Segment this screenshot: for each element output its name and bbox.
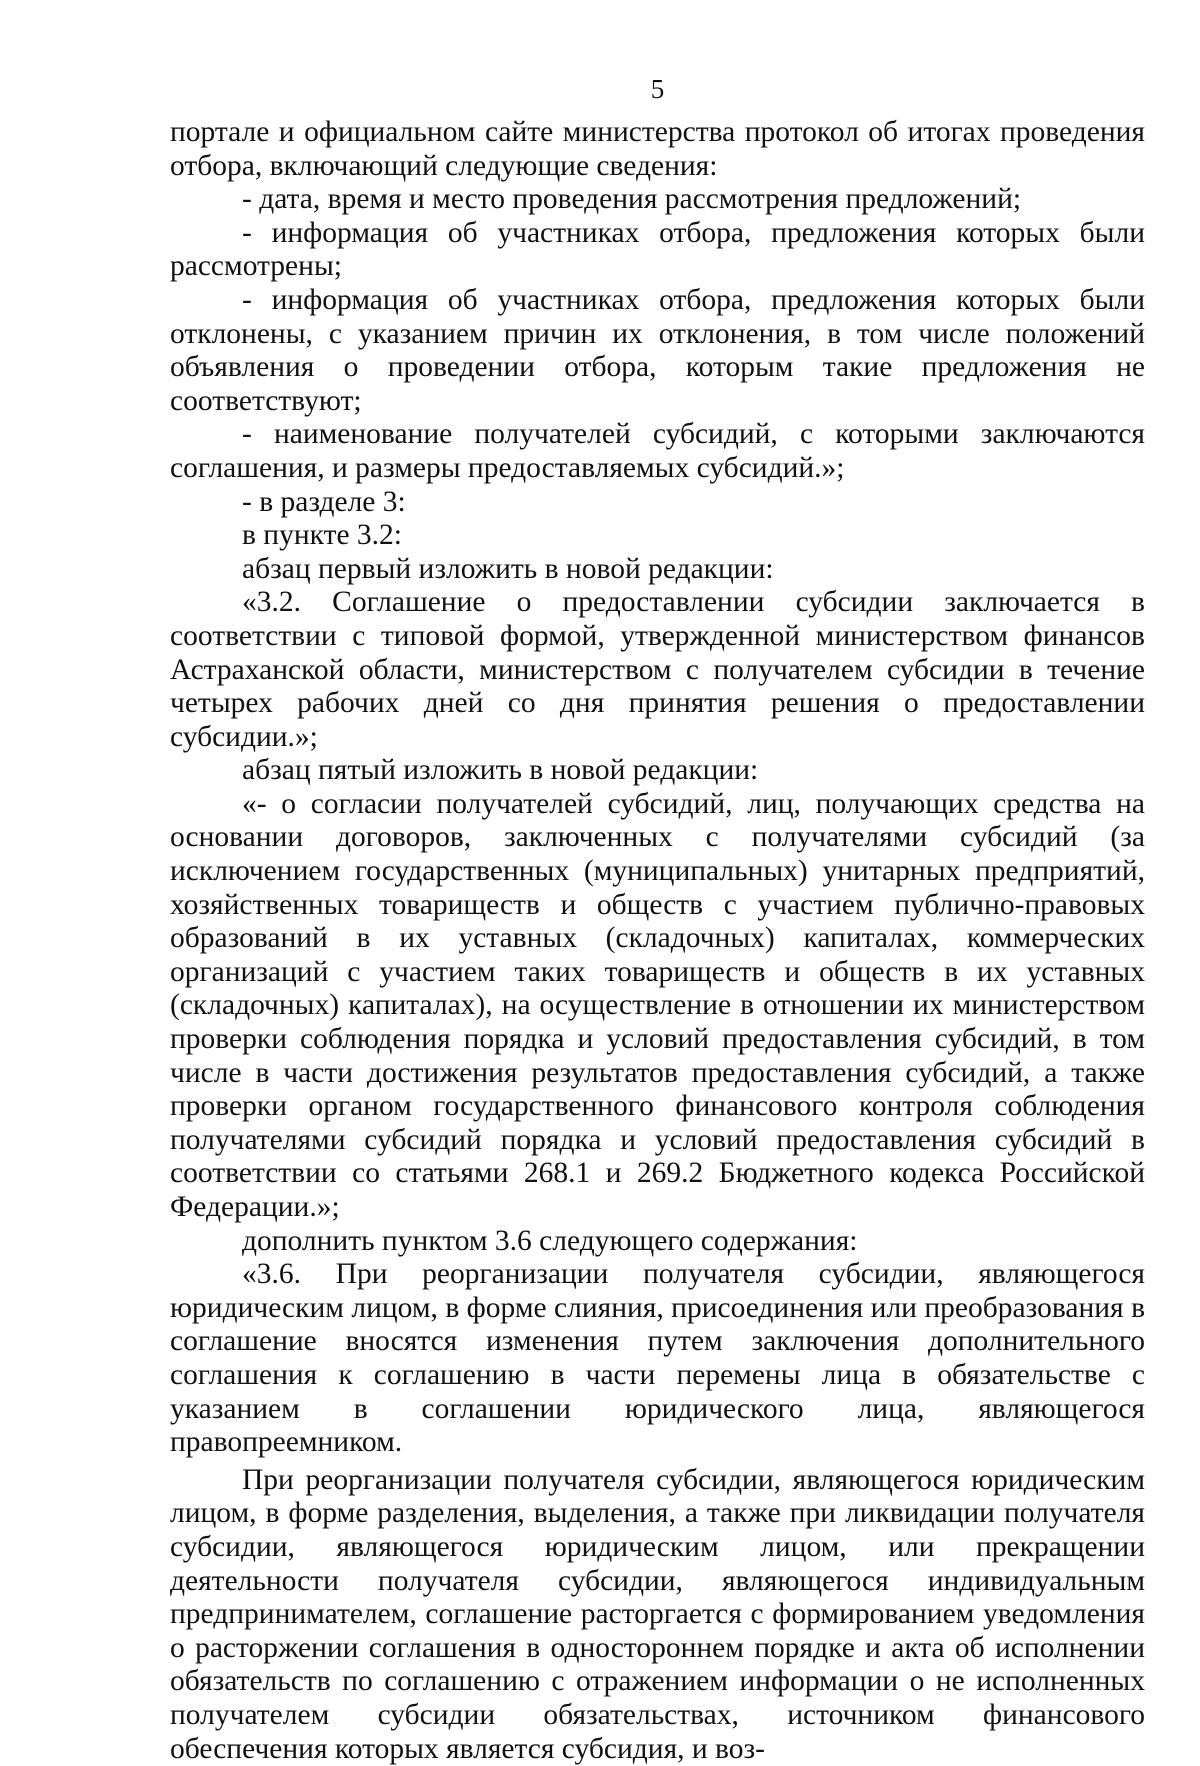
document-body xyxy=(170,116,1145,1766)
paragraph: - информация об участниках отбора, предложения которых были рассмотрены; xyxy=(170,216,1145,283)
paragraph: «3.2. Соглашение о предоставлении субсидии заключается в соответствии с типовой формой, утвержденной министерством финансов Астраханской области, министерством с получателем субсидии в течение четырех рабочих дней со дня принятия решения о предоставлении субсидии.»; xyxy=(170,586,1145,753)
paragraph: - наименование получателей субсидий, с которыми заключаются соглашения, и размеры предоставляемых субсидий.»; xyxy=(170,418,1145,484)
paragraph: «3.6. При реорганизации получателя субсидии, являющегося юридическим лицом, в форме слияния, присоединения или преобразования в соглашение вносятся изменения путем заключения дополнительного соглашения к соглашению в части перемены лица в обязательстве с указанием в соглашении юридического лица, являющегося правопреемником. xyxy=(170,1258,1145,1459)
paragraph: портале и официальном сайте министерства протокол об итогах проведения отбора, включающий следующие сведения: xyxy=(170,116,1145,182)
paragraph: дополнить пунктом 3.6 следующего содержания: xyxy=(242,1224,858,1257)
paragraph: - в разделе 3: xyxy=(242,485,406,518)
page-number: 5 xyxy=(650,74,665,104)
paragraph: абзац пятый изложить в новой редакции: xyxy=(242,754,759,787)
paragraph: - информация об участниках отбора, предложения которых были отклонены, с указанием причин их отклонения, в том числе положений объявления о проведении отбора, которым такие предложения не соответствуют; xyxy=(170,283,1145,417)
paragraph: При реорганизации получателя субсидии, являющегося юридическим лицом, в форме разделения, выделения, а также при ликвидации получателя субсидии, являющегося юридическим лицом, или прекращении деятельности получателя субсидии, являющегося индивидуальным предпринимателем, соглашение расторгается с формированием уведомления о расторжении соглашения в одностороннем порядке и акта об исполнении обязательств по соглашению с отражением информации о не исполненных получателем субсидии обязательствах, источником финансового обеспечения которых является субсидия, и воз- xyxy=(170,1463,1145,1765)
paragraph: «- о согласии получателей субсидий, лиц, получающих средства на основании договоров, заключенных с получателями субсидий (за исключением государственных (муниципальных) унитарных предприятий, хозяйственных товариществ и обществ с участием публично-правовых образований в их уставных (складочных) капиталах, коммерческих организаций с участием таких товариществ и обществ в их уставных (складочных) капиталах), на осуществление в отношении их министерством проверки соблюдения порядка и условий предоставления субсидий, в том числе в части достижения результатов предоставления субсидий, а также проверки органом государственного финансового контроля соблюдения получателями субсидий порядка и условий предоставления субсидий в соответствии со статьями 268.1 и 269.2 Бюджетного кодекса Российской Федерации.»; xyxy=(170,787,1145,1223)
paragraph: в пункте 3.2: xyxy=(242,519,403,552)
paragraph: - дата, время и место проведения рассмотрения предложений; xyxy=(242,183,1022,216)
paragraph: абзац первый изложить в новой редакции: xyxy=(242,552,774,585)
document-page xyxy=(170,70,1145,1766)
